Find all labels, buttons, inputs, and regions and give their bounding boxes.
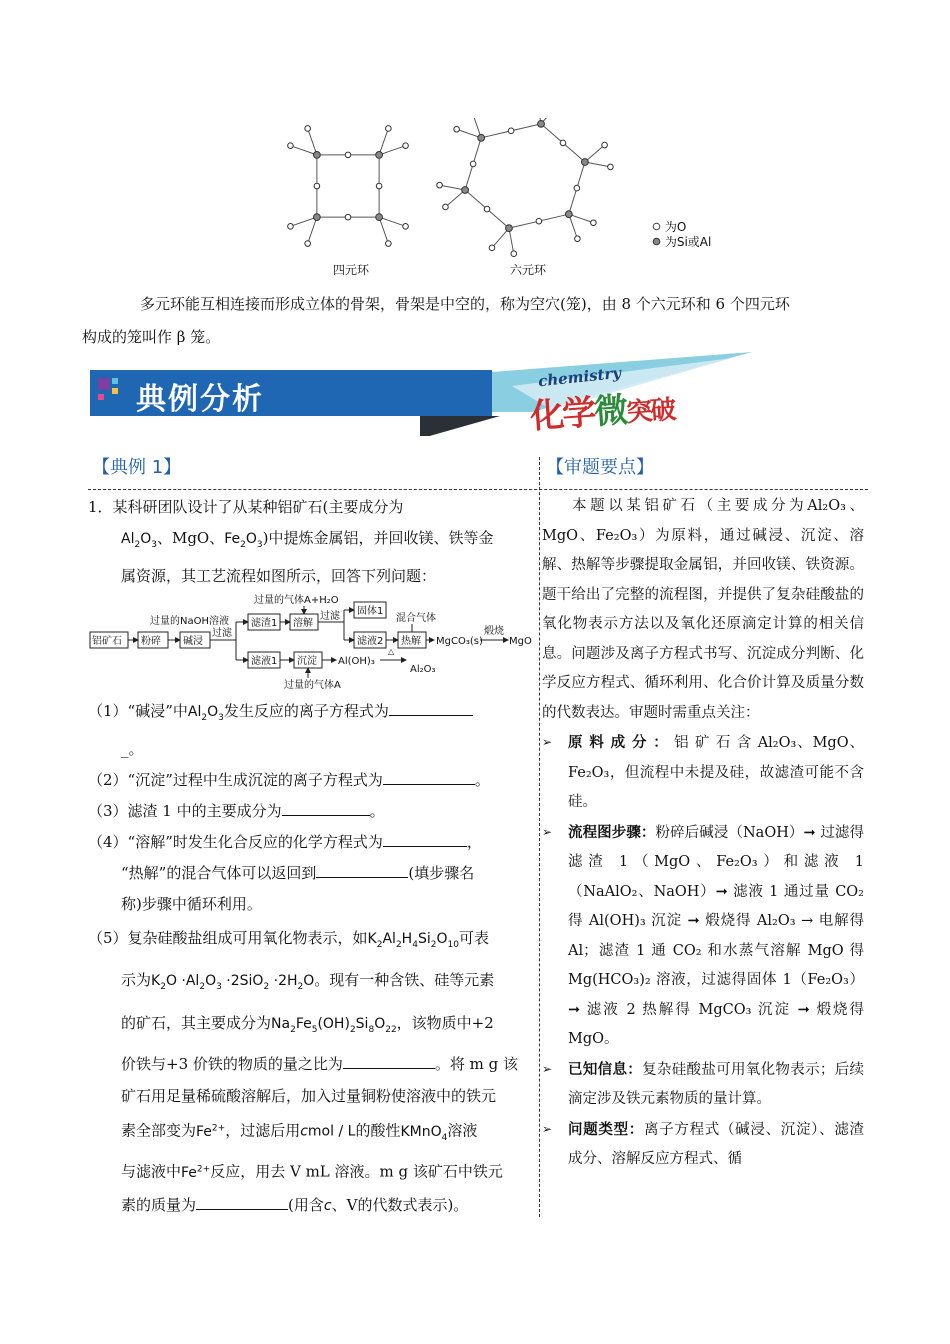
example-header: 【典例 1】 <box>92 457 182 478</box>
analysis-column <box>542 492 864 1175</box>
bond-line <box>290 217 316 226</box>
si-al-atom <box>462 187 469 194</box>
flow-delta: △ <box>388 646 395 656</box>
si-al-atom <box>478 134 485 141</box>
bond-line <box>290 146 316 155</box>
flow-mixgas: 混合气体 <box>396 612 436 624</box>
point-raw-materials: ➢ 原 料 成 分 ： 铝 矿 石 含 Al₂O₃、MgO、Fe₂O₃，但流程中未提及硅，故滤渣可能不含硅。 <box>542 728 864 818</box>
flow-leach: 碱浸 <box>183 635 203 647</box>
flow-filter2: 过滤 <box>320 610 340 622</box>
si-al-atom <box>538 120 545 127</box>
terminal-oxygen-atom <box>437 182 443 188</box>
ring-structure-diagram <box>270 118 750 284</box>
analysis-paragraph: 本题以某铝矿石（主要成分为Al₂O₃、MgO、Fe₂O₃）为原料，通过碱浸、沉淀、溶解、热解等步骤提取金属铝，并回收镁、铁资源。题干给出了完整的流程图，并提供了复杂硅酸盐的氧化物表示方法以及氧化还原滴定计算的相关信息。问题涉及离子方程式书写、沉淀成分判断、化学反应方程式、循环利用、化合价计算及质量分数的代数表达。审题时需重点关注： <box>542 498 864 721</box>
bond-line <box>308 128 317 154</box>
flow-dissolve: 溶解 <box>293 617 313 629</box>
open-circle-icon <box>652 222 661 231</box>
banner-english: chemistry <box>537 363 622 391</box>
point-known-info: ➢ 已知信息：复杂硅酸盐可用氧化物表示；后续滴定涉及铁元素物质的量计算。 <box>542 1055 864 1115</box>
flow-gas-a: 过量的气体A <box>284 679 341 690</box>
flow-ore: 铝矿石 <box>92 635 122 647</box>
banner-chinese: 化学微突破 <box>529 390 676 437</box>
bridge-oxygen-atom <box>345 214 351 220</box>
flow-naoh: 过量的NaOH溶液 <box>150 615 229 627</box>
bridge-oxygen-atom <box>508 128 514 134</box>
bridge-oxygen-atom <box>314 183 320 189</box>
terminal-oxygen-atom <box>305 241 311 247</box>
flow-precip: 沉淀 <box>297 655 317 667</box>
arrow-bullet-icon: ➢ <box>542 824 553 839</box>
bridge-oxygen-atom <box>376 183 382 189</box>
arrow-bullet-icon: ➢ <box>542 1121 553 1136</box>
flow-residue1: 滤渣1 <box>251 617 278 629</box>
question-stem: 1．某科研团队设计了从某种铝矿石(主要成分为 <box>88 498 404 516</box>
flow-mgo: MgO <box>509 635 532 647</box>
terminal-oxygen-atom <box>288 143 294 149</box>
terminal-oxygen-atom <box>454 126 460 132</box>
banner-shadow <box>420 416 500 436</box>
four-ring-label: 四元环 <box>333 263 370 277</box>
bond-line <box>569 214 578 239</box>
legend-o: 为O <box>652 220 711 235</box>
bridge-oxygen-atom <box>345 152 351 158</box>
si-al-atom <box>313 151 320 158</box>
bridge-oxygen-atom <box>560 140 566 146</box>
point-question-types: ➢ 问题类型：离子方程式（碱浸、沉淀）、滤渣成分、溶解反应方程式、循 <box>542 1115 864 1175</box>
terminal-oxygen-atom <box>602 142 608 148</box>
flow-pyro: 热解 <box>401 635 421 647</box>
si-al-atom <box>376 151 383 158</box>
section-banner <box>90 350 750 440</box>
bridge-oxygen-atom <box>484 206 490 212</box>
terminal-oxygen-atom <box>608 164 614 170</box>
point-flow-steps: ➢ 流程图步骤：粉碎后碱浸（NaOH）➞ 过滤得滤渣 1（MgO、Fe₂O₃）和滤液 1（NaAlO₂、NaOH）➞ 滤液 1 通过量 CO₂ 得 Al(OH)₃ 沉淀 ➞ 煅烧得 Al₂O₃ → 电解得 Al；滤渣 1 通 CO₂ 和水蒸气溶解 MgO 得 Mg(HCO₃)₂ 溶液，过滤得固体 1（Fe₂O₃）➞ 滤液 2 热解得 MgCO₃ 沉淀 ➞ 煅烧得 MgO。 <box>542 818 864 1055</box>
arrow-bullet-icon: ➢ <box>542 735 553 749</box>
terminal-oxygen-atom <box>288 224 294 230</box>
question-column: 1．某科研团队设计了从某种铝矿石(主要成分为 $Al_2O_3$、MgO、$Fe_2O_3$)中提炼金属铝，并回收镁、铁等金 属资源，其工艺流程如图所示，回答下列问题： 铝矿石 粉碎 碱浸 过量的NaOH溶液 过滤 滤渣1 溶解 过量的气体A+H₂O 过滤 固体1 滤液2 混合气体 热解 MgCO₃(s) 煅烧 MgO △ 滤液1 沉淀 Al(OH)₃ Al₂O₃ 过量的气体A （1）“碱浸”中$Al_2O_3$发生反应的离子方程式为 _。 （2）“沉淀”过程中生成沉淀的离子方程式为 。 （3）滤渣 1 中的主要成分为 。 （4）“溶解”时发生化合反应的化学方程式为 ， “热解”的混合气体可以返回到 (填步骤名 称)步骤中循环利用。 （5）复杂硅酸盐组成可用氧化物表示，如$K_2Al_2H_4Si_2O_{10}$可表 示为$K_2O \cdot Al_2O_3 \cdot 2SiO_2 \cdot 2H_2O$。现有一种含铁、硅等元素 的矿石，其主要成分为$Na_2Fe_5(OH)_2Si_8O_{22}$，该物质中+2 价铁与+3 价铁的物质的量之比为 。将 m g 该 矿石用足量稀硫酸溶解后，加入过量铜粉使溶液中的铁元 素全部变为$Fe^{2+}$，过滤后用cmol / L的酸性KMnO$_4$溶液 与滤液中$Fe^{2+}$反应，用去 V mL 溶液。m g 该矿石中铁元 素的质量为 (用含c、V的代数式表示)。 <box>88 492 538 1222</box>
intro-paragraph <box>82 288 874 354</box>
flow-filtrate1: 滤液1 <box>251 655 278 667</box>
flow-calcine: 煅烧 <box>484 625 504 637</box>
si-al-atom <box>313 214 320 221</box>
flow-al2o3: Al₂O₃ <box>410 663 436 675</box>
bond-line <box>585 145 605 162</box>
keypoints-header: 【审题要点】 <box>546 457 654 478</box>
flow-filter: 过滤 <box>212 627 232 639</box>
intro-line-1: 多元环能互相连接而形成立体的骨架，骨架是中空的，称为空穴(笼)，由 8 个六元环和 6 个四元环 <box>140 295 790 313</box>
bond-line <box>379 128 388 154</box>
legend-si: 为Si或Al <box>652 235 711 250</box>
arrow-bullet-icon: ➢ <box>542 1061 553 1076</box>
terminal-oxygen-atom <box>591 220 597 226</box>
flow-aloh3: Al(OH)₃ <box>338 655 375 667</box>
bridge-oxygen-atom <box>470 161 476 167</box>
legend <box>652 220 711 250</box>
si-al-atom <box>581 159 588 166</box>
intro-line-2: 构成的笼叫作 β 笼。 <box>82 328 221 346</box>
flow-crush: 粉碎 <box>141 635 161 647</box>
terminal-oxygen-atom <box>386 126 392 132</box>
q3: （3）滤渣 1 中的主要成分为 。 <box>88 801 385 820</box>
banner-title: 典例分析 <box>136 382 264 417</box>
terminal-oxygen-atom <box>403 224 409 230</box>
bond-line <box>457 129 482 138</box>
process-flowchart <box>88 594 534 690</box>
six-ring-label: 六元环 <box>510 263 547 277</box>
flow-gas-a-h2o: 过量的气体A+H₂O <box>254 594 339 606</box>
flow-mgco3: MgCO₃(s) <box>436 635 483 647</box>
bridge-oxygen-atom <box>536 218 542 224</box>
filled-circle-icon <box>652 237 661 246</box>
bond-line <box>379 217 405 226</box>
bond-line <box>509 228 514 254</box>
terminal-oxygen-atom <box>386 241 392 247</box>
flow-filtrate2: 滤液2 <box>357 635 384 647</box>
si-al-atom <box>376 214 383 221</box>
terminal-oxygen-atom <box>403 143 409 149</box>
terminal-oxygen-atom <box>575 236 581 242</box>
terminal-oxygen-atom <box>511 251 517 257</box>
terminal-oxygen-atom <box>443 204 449 210</box>
si-al-atom <box>565 211 572 218</box>
column-divider <box>539 457 540 1217</box>
q1: （1）“碱浸”中$Al_2O_3$发生反应的离子方程式为 <box>88 696 538 734</box>
bridge-oxygen-atom <box>574 185 580 191</box>
bond-line <box>379 217 388 243</box>
q2: （2）“沉淀”过程中生成沉淀的离子方程式为 。 <box>88 770 490 789</box>
q5: （5）复杂硅酸盐组成可用氧化物表示，如$K_2Al_2H_4Si_2O_{10}$可表 <box>88 928 489 950</box>
si-al-atom <box>506 225 513 232</box>
bond-line <box>308 217 317 243</box>
q4: （4）“溶解”时发生化合反应的化学方程式为 ， <box>88 832 482 851</box>
header-divider <box>88 489 868 490</box>
terminal-oxygen-atom <box>489 245 495 251</box>
flow-solid1: 固体1 <box>357 605 384 617</box>
terminal-oxygen-atom <box>305 126 311 132</box>
bond-line <box>379 146 405 155</box>
